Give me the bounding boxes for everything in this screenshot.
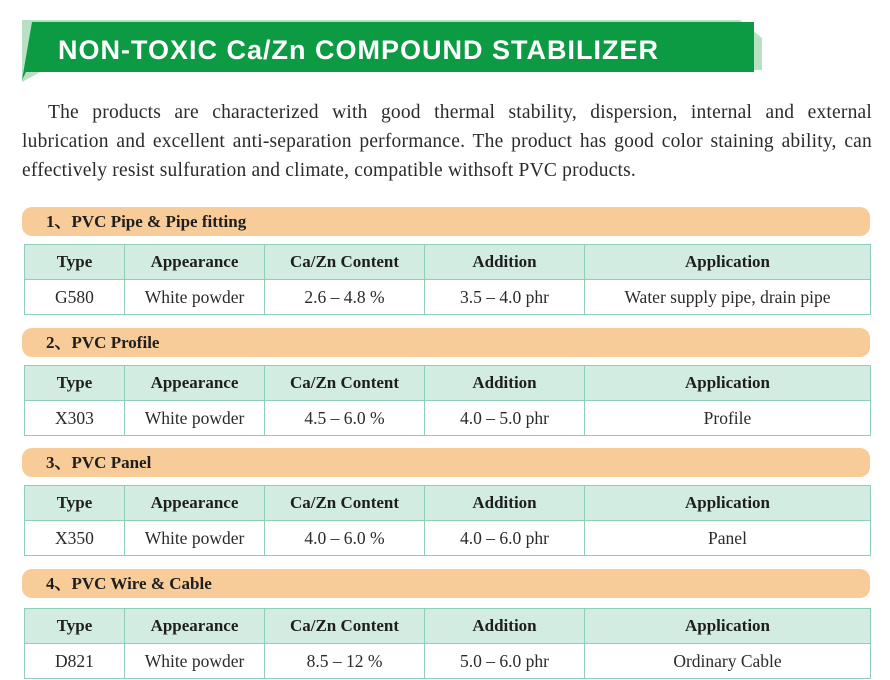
cell-addition: 5.0 – 6.0 phr xyxy=(425,644,585,679)
section-header-2 xyxy=(22,328,870,357)
cell-application: Profile xyxy=(585,401,871,436)
cell-application: Panel xyxy=(585,521,871,556)
section-header-4 xyxy=(22,569,870,598)
spec-table-3 xyxy=(24,485,871,556)
col-header-application: Application xyxy=(585,366,871,401)
spec-table-2 xyxy=(24,365,871,436)
section-header-1 xyxy=(22,207,870,236)
col-header-type: Type xyxy=(25,245,125,280)
col-header-type: Type xyxy=(25,486,125,521)
section-title: 3、PVC Panel xyxy=(46,453,152,472)
cell-application: Ordinary Cable xyxy=(585,644,871,679)
col-header-application: Application xyxy=(585,486,871,521)
col-header-content: Ca/Zn Content xyxy=(265,245,425,280)
col-header-content: Ca/Zn Content xyxy=(265,366,425,401)
table-row xyxy=(25,401,871,436)
table-row xyxy=(25,644,871,679)
col-header-application: Application xyxy=(585,609,871,644)
table-header-row xyxy=(25,245,871,280)
col-header-addition: Addition xyxy=(425,366,585,401)
cell-content: 4.5 – 6.0 % xyxy=(265,401,425,436)
section-title: 4、PVC Wire & Cable xyxy=(46,574,212,593)
page-title: NON-TOXIC Ca/Zn COMPOUND STABILIZER xyxy=(58,35,659,65)
cell-appearance: White powder xyxy=(125,401,265,436)
col-header-addition: Addition xyxy=(425,245,585,280)
col-header-appearance: Appearance xyxy=(125,609,265,644)
spec-table-4 xyxy=(24,608,871,679)
cell-appearance: White powder xyxy=(125,644,265,679)
col-header-type: Type xyxy=(25,366,125,401)
cell-type: X303 xyxy=(25,401,125,436)
section-title: 2、PVC Profile xyxy=(46,333,160,352)
cell-addition: 4.0 – 5.0 phr xyxy=(425,401,585,436)
col-header-content: Ca/Zn Content xyxy=(265,486,425,521)
table-header-row xyxy=(25,366,871,401)
cell-application: Water supply pipe, drain pipe xyxy=(585,280,871,315)
cell-type: G580 xyxy=(25,280,125,315)
title-banner xyxy=(22,8,762,82)
table-row xyxy=(25,280,871,315)
table-row xyxy=(25,521,871,556)
col-header-addition: Addition xyxy=(425,486,585,521)
col-header-appearance: Appearance xyxy=(125,245,265,280)
cell-appearance: White powder xyxy=(125,521,265,556)
table-header-row xyxy=(25,486,871,521)
cell-appearance: White powder xyxy=(125,280,265,315)
col-header-appearance: Appearance xyxy=(125,366,265,401)
section-header-3 xyxy=(22,448,870,477)
cell-content: 8.5 – 12 % xyxy=(265,644,425,679)
col-header-application: Application xyxy=(585,245,871,280)
cell-type: D821 xyxy=(25,644,125,679)
section-title: 1、PVC Pipe & Pipe fitting xyxy=(46,212,247,231)
cell-addition: 3.5 – 4.0 phr xyxy=(425,280,585,315)
spec-table-1 xyxy=(24,244,871,315)
col-header-appearance: Appearance xyxy=(125,486,265,521)
table-header-row xyxy=(25,609,871,644)
cell-type: X350 xyxy=(25,521,125,556)
intro-paragraph xyxy=(22,98,872,185)
cell-addition: 4.0 – 6.0 phr xyxy=(425,521,585,556)
col-header-type: Type xyxy=(25,609,125,644)
col-header-addition: Addition xyxy=(425,609,585,644)
cell-content: 4.0 – 6.0 % xyxy=(265,521,425,556)
cell-content: 2.6 – 4.8 % xyxy=(265,280,425,315)
intro-text: The products are characterized with good thermal stability, dispersion, internal and external lubrication and excellent anti-separation performance. The product has good color staining ability, can effectively resist sulfuration and climate, compatible withsoft PVC products. xyxy=(22,102,872,181)
col-header-content: Ca/Zn Content xyxy=(265,609,425,644)
